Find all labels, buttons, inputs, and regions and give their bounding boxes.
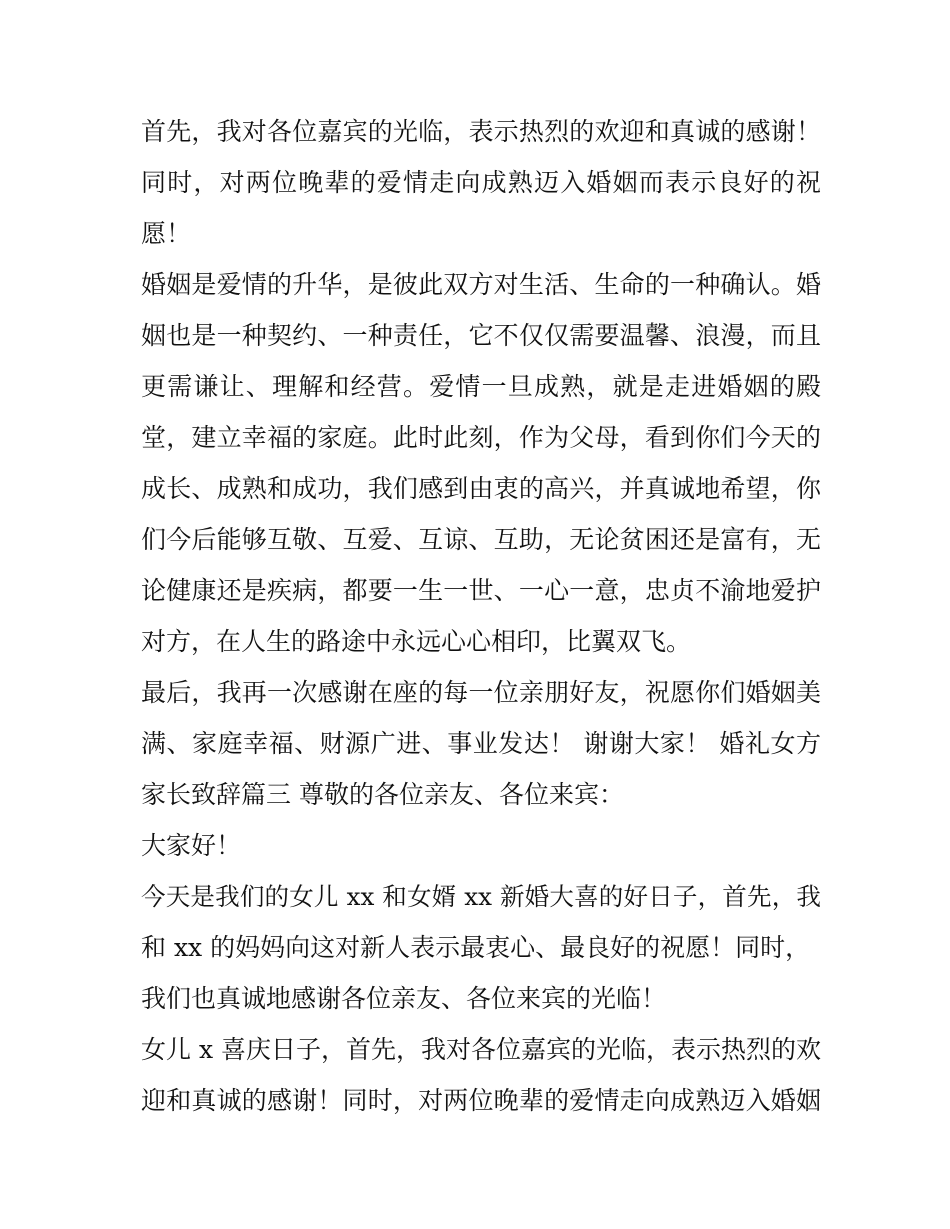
text-line: 迎和真诚的感谢！同时，对两位晚辈的爱情走向成熟迈入婚姻 [141,1086,821,1115]
speech-text [141,106,821,1126]
text-line: 姻也是一种契约、一种责任，它不仅仅需要温馨、浪漫，而且 [141,321,821,350]
text-line: 女儿 x 喜庆日子，首先，我对各位嘉宾的光临，表示热烈的欢 [141,1035,821,1064]
text-line: 首先，我对各位嘉宾的光临，表示热烈的欢迎和真诚的感谢！ [141,117,821,146]
text-line: 满、家庭幸福、财源广进、事业发达！ 谢谢大家！ 婚礼女方 [141,729,821,758]
text-line: 今天是我们的女儿 xx 和女婿 xx 新婚大喜的好日子，首先，我 [141,882,821,911]
text-line: 最后，我再一次感谢在座的每一位亲朋好友，祝愿你们婚姻美 [141,678,821,707]
text-line: 大家好！ [141,831,242,860]
text-line: 更需谦让、理解和经营。爱情一旦成熟，就是走进婚姻的殿 [141,372,821,401]
text-line: 堂，建立幸福的家庭。此时此刻，作为父母，看到你们今天的 [141,423,821,452]
text-line: 成长、成熟和成功，我们感到由衷的高兴，并真诚地希望，你 [141,474,821,503]
text-line: 婚姻是爱情的升华，是彼此双方对生活、生命的一种确认。婚 [141,270,821,299]
text-line: 愿！ [141,219,192,248]
text-line: 对方，在人生的路途中永远心心相印，比翼双飞。 [141,627,692,656]
text-line: 和 xx 的妈妈向这对新人表示最衷心、最良好的祝愿！同时， [141,933,811,962]
text-line: 家长致辞篇三 尊敬的各位亲友、各位来宾： [141,780,624,809]
text-line: 我们也真诚地感谢各位亲友、各位来宾的光临！ [141,984,667,1013]
text-line: 们今后能够互敬、互爱、互谅、互助，无论贫困还是富有，无 [141,525,821,554]
text-line: 论健康还是疾病，都要一生一世、一心一意，忠贞不渝地爱护 [141,576,821,605]
text-line: 同时，对两位晚辈的爱情走向成熟迈入婚姻而表示良好的祝 [141,168,821,197]
